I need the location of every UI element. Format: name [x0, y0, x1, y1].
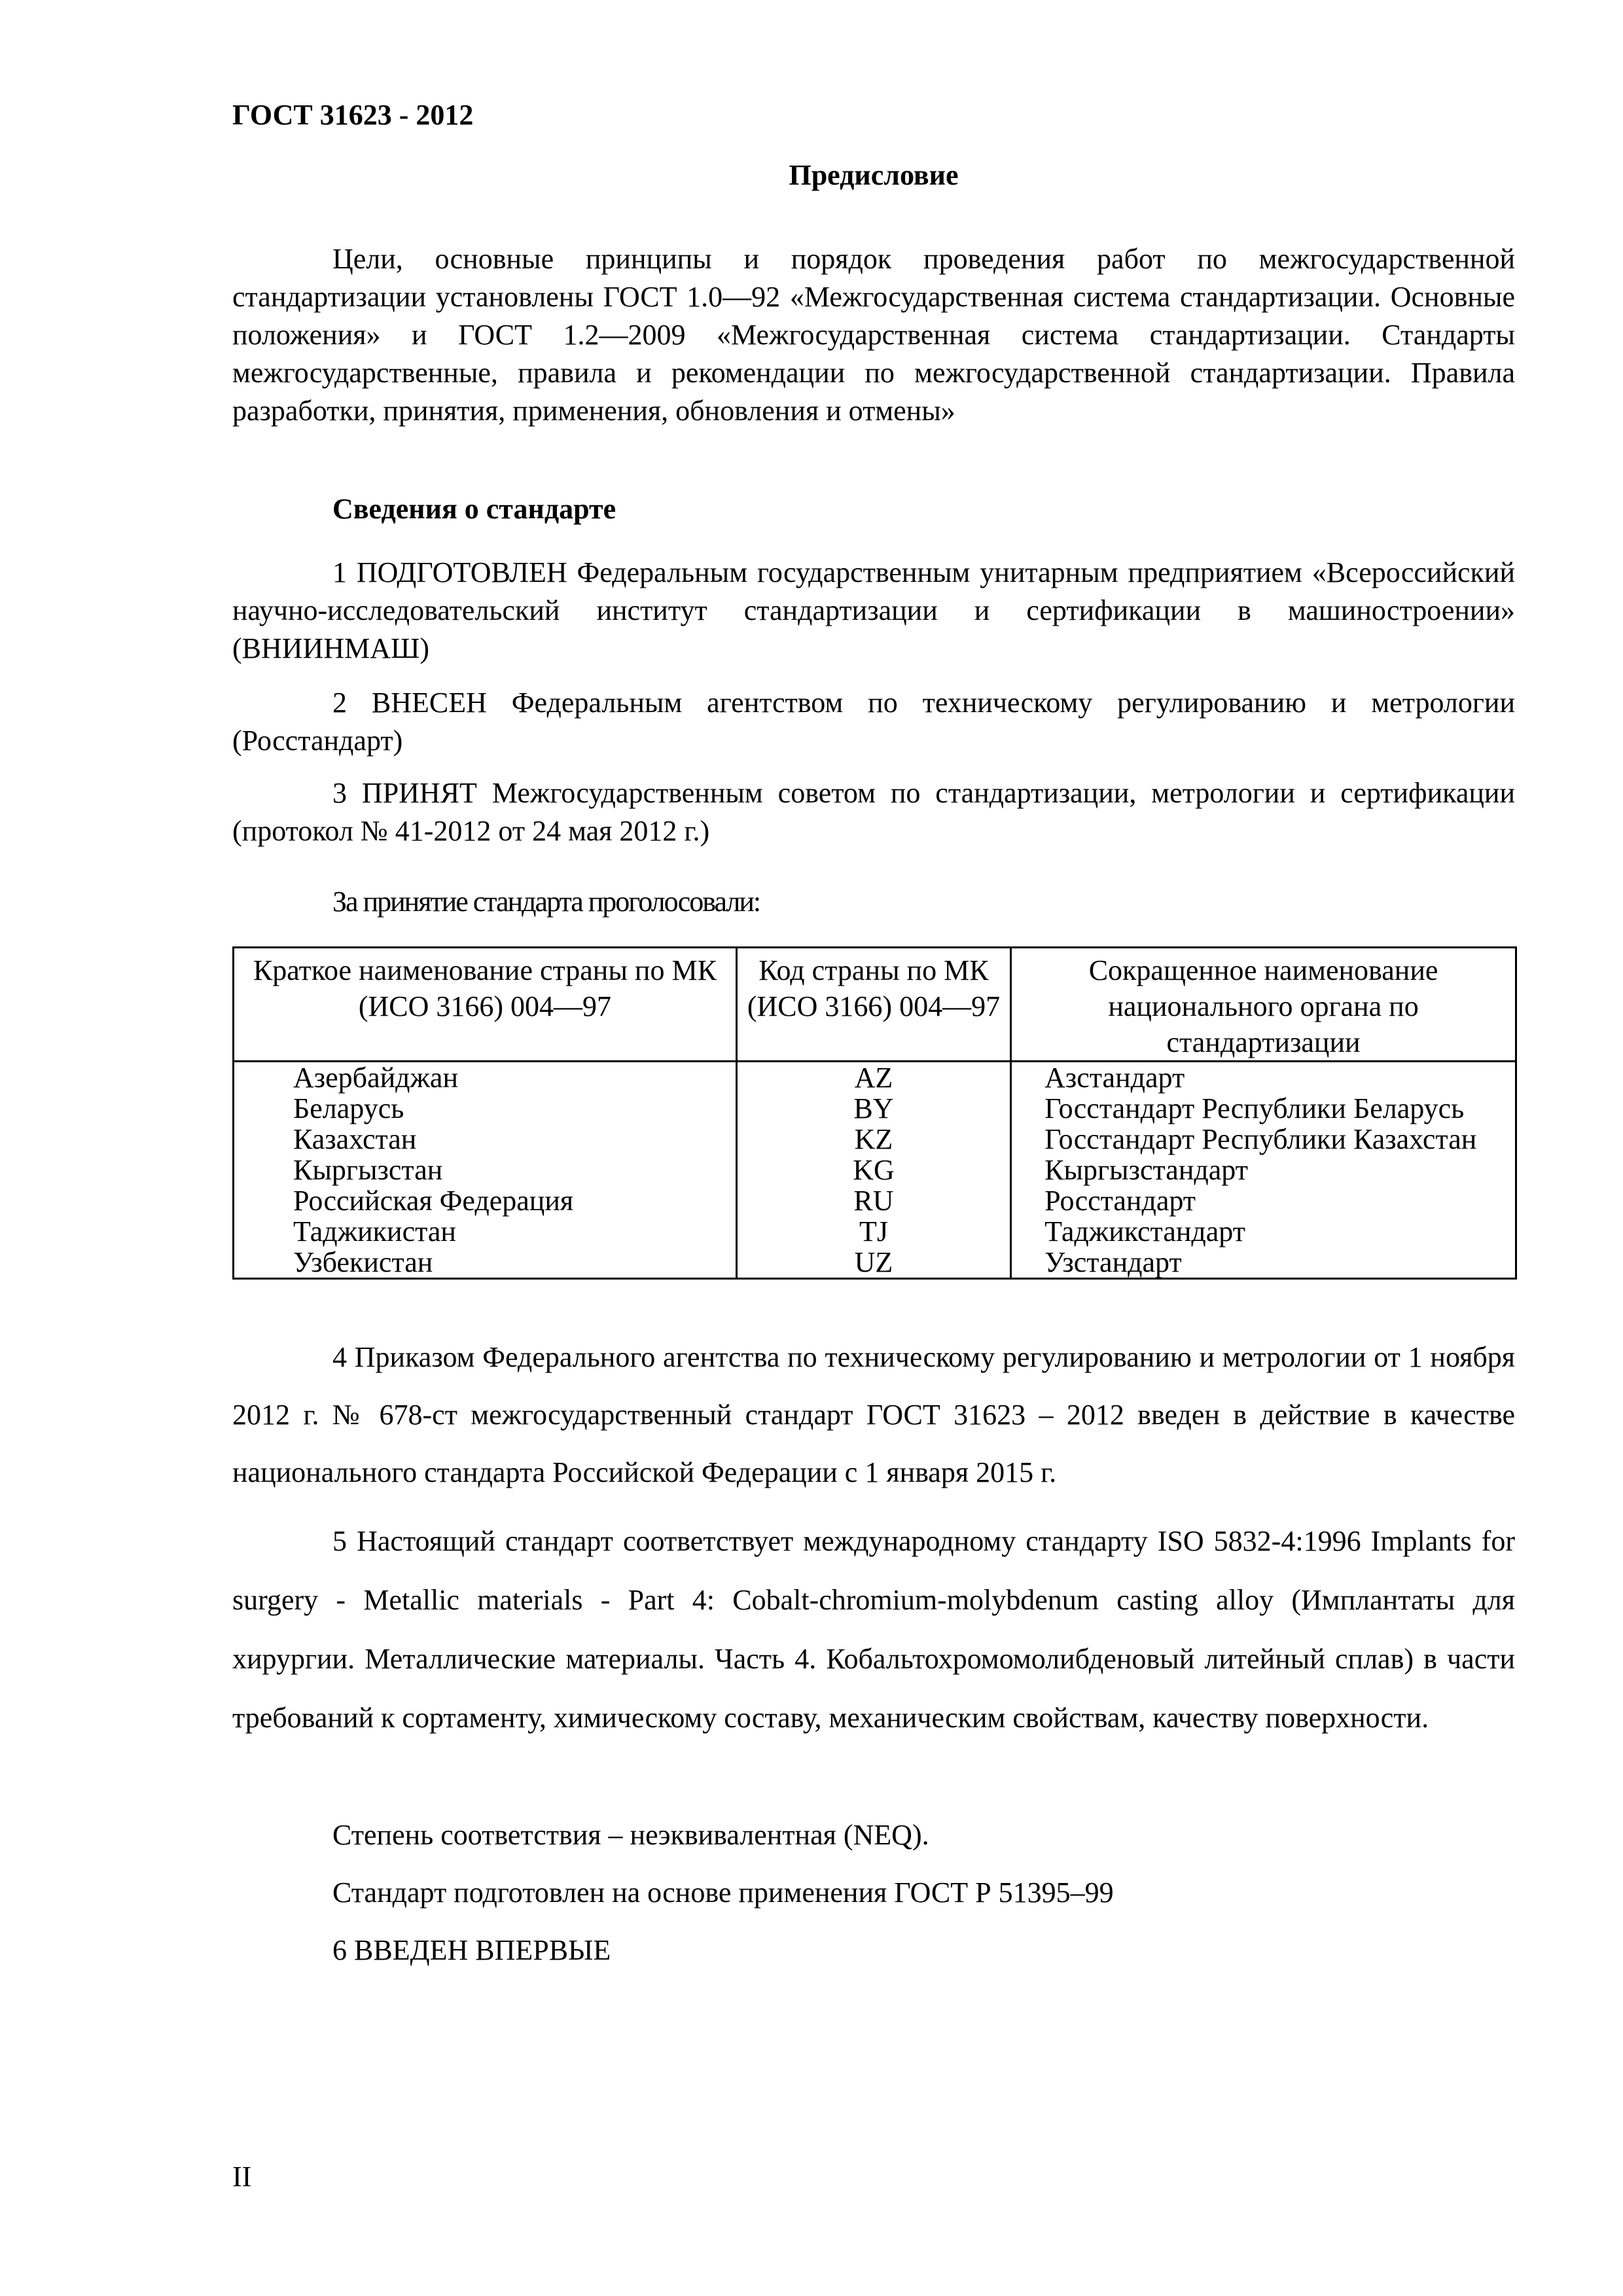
cell-code: RU — [736, 1185, 1010, 1216]
table-row — [234, 1216, 1516, 1247]
cell-code: KG — [736, 1155, 1010, 1185]
page-number: II — [232, 2161, 252, 2193]
cell-country: Таджикистан — [234, 1216, 737, 1247]
cell-body: Госстандарт Республики Беларусь — [1011, 1093, 1516, 1124]
cell-code: BY — [736, 1093, 1010, 1124]
item3-paragraph: 3 ПРИНЯТ Межгосударственным советом по стандартизации, метрологии и сертификации (протокол № 41-2012 от 24 мая 2012 г.) — [232, 777, 1515, 847]
item1-paragraph: 1 ПОДГОТОВЛЕН Федеральным государственным унитарным предприятием «Всероссийский научно-исследовательский институт стандартизации и сертификации в машиностроении» (ВНИИНМАШ) — [232, 556, 1515, 664]
item4-block — [232, 1329, 1515, 1501]
item5-block — [232, 1512, 1515, 1748]
item3-block — [232, 774, 1515, 850]
page-title: Предисловие — [789, 159, 959, 191]
intro-block — [232, 240, 1515, 430]
cell-body: Таджикстандарт — [1011, 1216, 1516, 1247]
table-header-row — [234, 948, 1516, 1062]
conformity-paragraph: Степень соответствия – неэквивалентная (NEQ). — [332, 1819, 929, 1851]
cell-code: UZ — [736, 1247, 1010, 1279]
header-country-name: Краткое наименование страны по МК (ИСО 3166) 004—97 — [234, 948, 737, 1062]
item2-block — [232, 684, 1515, 760]
header-standards-body: Сокращенное наименование национального органа по стандартизации — [1011, 948, 1516, 1062]
cell-body: Узстандарт — [1011, 1247, 1516, 1279]
table-row — [234, 1062, 1516, 1094]
item4-paragraph: 4 Приказом Федерального агентства по техническому регулированию и метрологии от 1 ноября 2012 г. № 678-ст межгосударственный стандарт ГОСТ 31623 – 2012 введен в действие в качестве национального стандарта Российской Федерации с 1 января 2015 г. — [232, 1341, 1515, 1488]
vote-caption: За принятие стандарта проголосовали: — [332, 886, 760, 918]
table-row — [234, 1155, 1516, 1185]
cell-code: TJ — [736, 1216, 1010, 1247]
item6-paragraph: 6 ВВЕДЕН ВПЕРВЫЕ — [332, 1934, 611, 1966]
cell-country: Азербайджан — [234, 1062, 737, 1094]
closing-block — [232, 1806, 1515, 1979]
table-row — [234, 1093, 1516, 1124]
section-heading: Сведения о стандарте — [332, 493, 616, 525]
cell-country: Кыргызстан — [234, 1155, 737, 1185]
table-row — [234, 1247, 1516, 1279]
cell-code: KZ — [736, 1124, 1010, 1155]
item1-block — [232, 554, 1515, 668]
intro-paragraph: Цели, основные принципы и порядок проведения работ по межгосударственной стандартизации установлены ГОСТ 1.0—92 «Межгосударственная система стандартизации. Основные положения» и ГОСТ 1.2—2009 «Межгосударственная система стандартизации. Стандарты межгосударственные, правила и рекомендации по межгосударственной стандартизации. Правила разработки, принятия, применения, обновления и отмены» — [232, 243, 1515, 427]
cell-body: Госстандарт Республики Казахстан — [1011, 1124, 1516, 1155]
cell-body: Азстандарт — [1011, 1062, 1516, 1094]
table-row — [234, 1185, 1516, 1216]
cell-country: Беларусь — [234, 1093, 737, 1124]
cell-country: Казахстан — [234, 1124, 737, 1155]
cell-country: Узбекистан — [234, 1247, 737, 1279]
cell-body: Росстандарт — [1011, 1185, 1516, 1216]
cell-country: Российская Федерация — [234, 1185, 737, 1216]
item5-paragraph: 5 Настоящий стандарт соответствует международному стандарту ISO 5832-4:1996 Implants for surgery - Metallic materials - Part 4: Cobalt-chromium-molybdenum casting alloy (Имплантаты для хирургии. Металлические материалы. Часть 4. Кобальтохромомолибденовый литейный сплав) в части требований к сортаменту, химическому составу, механическим свойствам, качеству поверхности. — [232, 1525, 1515, 1734]
item2-paragraph: 2 ВНЕСЕН Федеральным агентством по техническому регулированию и метрологии (Росстандарт) — [232, 687, 1515, 757]
document-header-id: ГОСТ 31623 - 2012 — [232, 99, 474, 131]
voting-table — [232, 946, 1517, 1280]
header-country-code: Код страны по МК (ИСО 3166) 004—97 — [736, 948, 1010, 1062]
cell-code: AZ — [736, 1062, 1010, 1094]
table-row — [234, 1124, 1516, 1155]
basis-paragraph: Стандарт подготовлен на основе применения ГОСТ Р 51395–99 — [332, 1876, 1114, 1909]
cell-body: Кыргызстандарт — [1011, 1155, 1516, 1185]
